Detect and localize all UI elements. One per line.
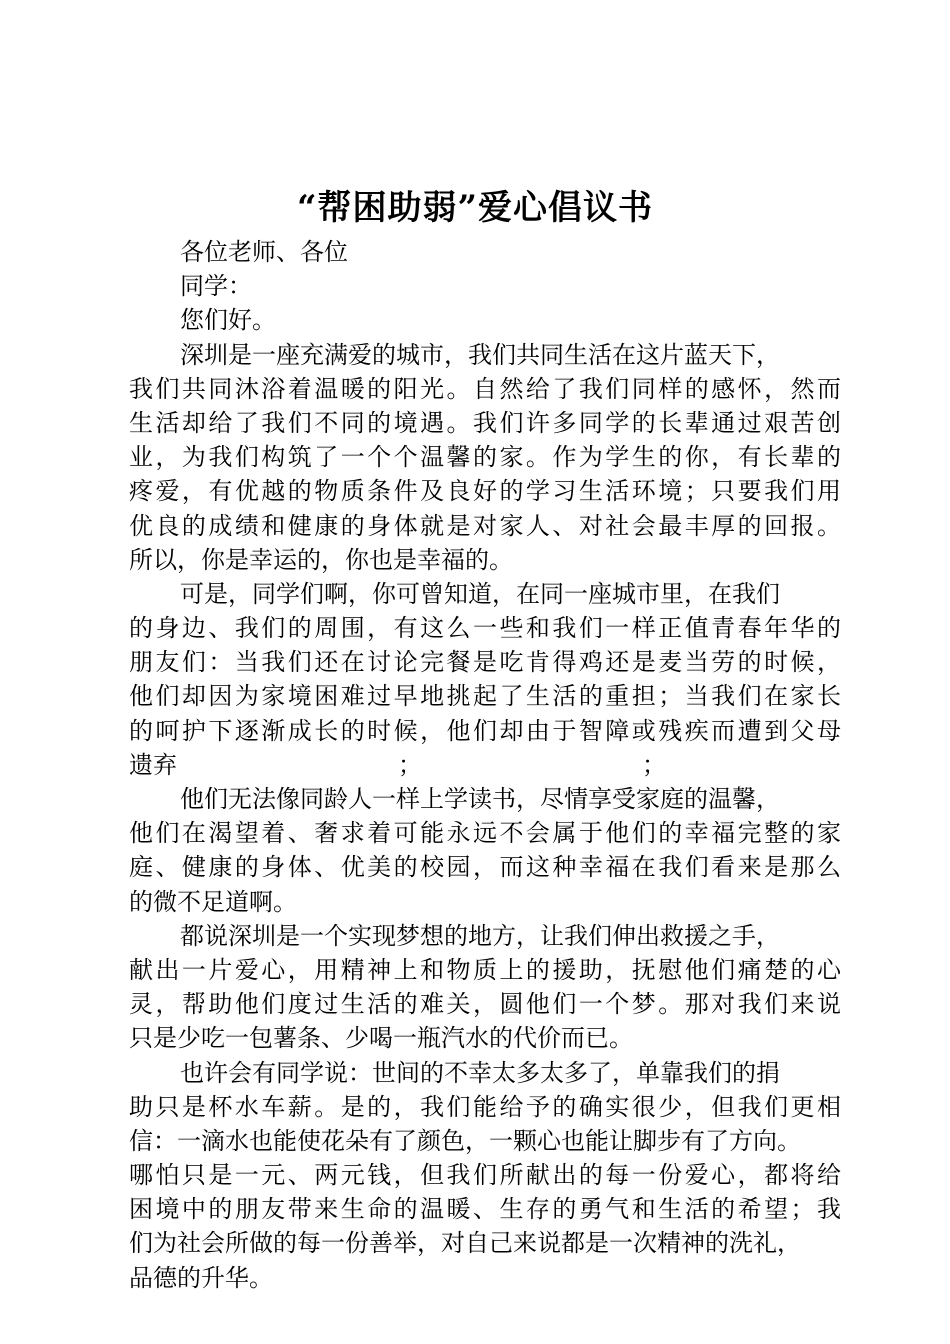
gap-line-semicolon: ； bbox=[398, 750, 422, 779]
paragraph-line: 深圳是一座充满爱的城市，我们共同生活在这片蓝天下， bbox=[180, 340, 780, 369]
greeting-line: 您们好。 bbox=[180, 306, 276, 335]
paragraph-line: 信：一滴水也能使花朵有了颜色，一颗心也能让脚步有了方向。 bbox=[129, 1126, 801, 1155]
gap-line-semicolon: ； bbox=[642, 750, 666, 779]
paragraph-line: 生活却给了我们不同的境遇。我们许多同学的长辈通过艰苦创 bbox=[129, 408, 841, 437]
paragraph-line: 的身边、我们的周围，有这么一些和我们一样正值青春年华的 bbox=[129, 614, 841, 643]
paragraph-line: 们为社会所做的每一份善举，对自己来说都是一次精神的洗礼， bbox=[129, 1229, 801, 1258]
document-body bbox=[129, 235, 841, 1295]
paragraph-line: 我们共同沐浴着温暖的阳光。自然给了我们同样的感怀，然而 bbox=[129, 374, 841, 403]
paragraph-line: 献出一片爱心，用精神上和物质上的援助，抚慰他们痛楚的心 bbox=[129, 955, 841, 984]
paragraph-line: 都说深圳是一个实现梦想的地方，让我们伸出救援之手， bbox=[180, 921, 780, 950]
salutation-line: 同学： bbox=[180, 272, 252, 301]
paragraph-line: 庭、健康的身体、优美的校园，而这种幸福在我们看来是那么 bbox=[129, 853, 841, 882]
paragraph-line: 疼爱，有优越的物质条件及良好的学习生活环境；只要我们用 bbox=[129, 477, 841, 506]
paragraph-line: 可是，同学们啊，你可曾知道，在同一座城市里，在我们 bbox=[180, 579, 780, 608]
document-title: “帮困助弱”爱心倡议书 bbox=[296, 188, 654, 228]
paragraph-line: 困境中的朋友带来生命的温暖、生存的勇气和生活的希望；我 bbox=[129, 1195, 841, 1224]
paragraph-gap-line bbox=[129, 748, 841, 782]
paragraph-line: 只是少吃一包薯条、少喝一瓶汽水的代价而已。 bbox=[129, 1024, 633, 1053]
paragraph-line: 的微不足道啊。 bbox=[129, 887, 297, 916]
paragraph-line: 优良的成绩和健康的身体就是对家人、对社会最丰厚的回报。 bbox=[129, 511, 841, 540]
paragraph-line: 助只是杯水车薪。是的，我们能给予的确实很少，但我们更相 bbox=[129, 1092, 841, 1121]
paragraph-line: 的呵护下逐渐成长的时候，他们却由于智障或残疾而遭到父母 bbox=[129, 716, 841, 745]
paragraph-line: 朋友们：当我们还在讨论完餐是吃肯得鸡还是麦当劳的时候， bbox=[129, 648, 841, 677]
paragraph-line: 所以，你是幸运的，你也是幸福的。 bbox=[129, 545, 513, 574]
salutation-line: 各位老师、各位 bbox=[180, 238, 348, 266]
gap-line-start: 遗弃 bbox=[129, 750, 177, 779]
paragraph-line: 他们却因为家境困难过早地挑起了生活的重担；当我们在家长 bbox=[129, 682, 841, 711]
paragraph-line: 灵，帮助他们度过生活的难关，圆他们一个梦。那对我们来说 bbox=[129, 990, 841, 1019]
paragraph-line: 他们在渴望着、奢求着可能永远不会属于他们的幸福完整的家 bbox=[129, 819, 841, 848]
paragraph-line: 他们无法像同龄人一样上学读书，尽情享受家庭的温馨， bbox=[180, 785, 780, 813]
paragraph-line: 也许会有同学说：世间的不幸太多太多了，单靠我们的捐 bbox=[180, 1058, 780, 1087]
paragraph-line: 哪怕只是一元、两元钱，但我们所献出的每一份爱心，都将给 bbox=[129, 1161, 841, 1190]
paragraph-line: 业，为我们构筑了一个个温馨的家。作为学生的你，有长辈的 bbox=[129, 443, 841, 472]
paragraph-line: 品德的升华。 bbox=[129, 1263, 273, 1292]
